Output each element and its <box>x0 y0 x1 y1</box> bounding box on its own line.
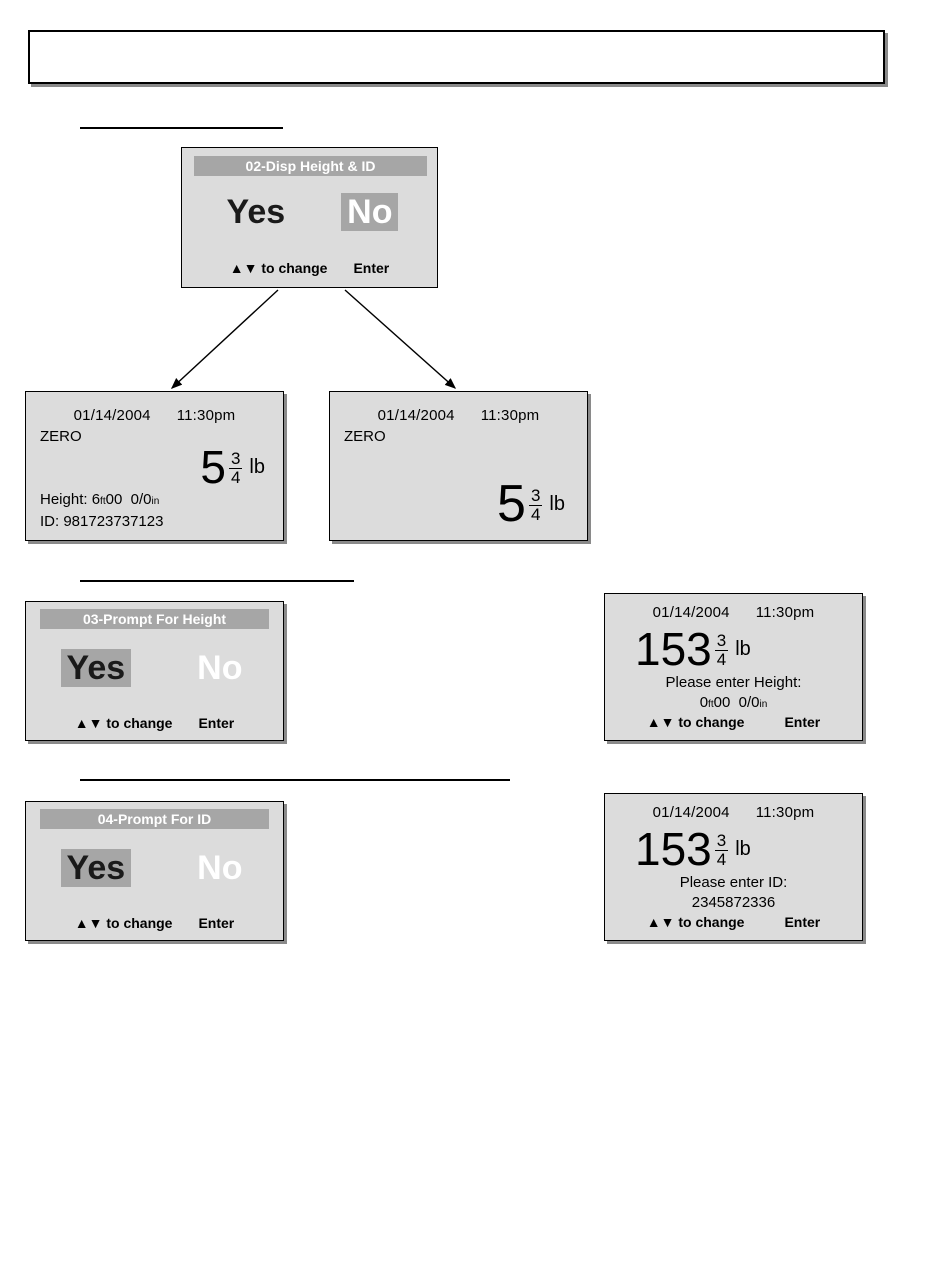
height-feet: 6 <box>91 491 101 508</box>
height-fraction: 0/0 <box>130 491 152 508</box>
yes-no-row-disp-height-id[interactable] <box>182 193 437 231</box>
weight-whole: 153 <box>635 623 712 675</box>
footer-prompt-for-id <box>26 915 283 931</box>
datetime-row <box>330 407 587 424</box>
weight-display <box>635 623 751 675</box>
weight-fraction-denominator: 4 <box>716 649 727 669</box>
zero-indicator: ZERO <box>344 428 386 445</box>
height-feet-unit: ft <box>708 699 714 710</box>
height-fraction-unit: in <box>151 496 160 507</box>
id-prompt-label: Please enter ID: <box>679 874 788 891</box>
hint-change: ▲▼ to change <box>229 260 328 276</box>
hint-enter[interactable]: Enter <box>198 715 235 731</box>
yes-no-row-prompt-for-height[interactable] <box>26 649 283 687</box>
weight-fraction-numerator: 3 <box>716 830 727 850</box>
weight-whole: 153 <box>635 823 712 875</box>
hint-change: ▲▼ to change <box>646 714 745 730</box>
weight-fraction-numerator: 3 <box>716 630 727 650</box>
weight-unit: lb <box>735 637 751 660</box>
date-value: 01/14/2004 <box>73 407 151 424</box>
hint-change: ▲▼ to change <box>74 915 173 931</box>
weight-fraction-denominator: 4 <box>230 467 241 487</box>
screen-disp-height-id[interactable] <box>181 147 438 288</box>
screen-prompt-for-height[interactable] <box>25 601 284 741</box>
no-option[interactable]: No <box>341 193 398 231</box>
footer-height-entry <box>605 714 862 730</box>
weight-whole: 5 <box>200 441 226 493</box>
weight-fraction <box>715 632 728 669</box>
weight-fraction-denominator: 4 <box>530 504 541 524</box>
hint-enter[interactable]: Enter <box>198 915 235 931</box>
weight-display <box>200 441 265 493</box>
no-option[interactable]: No <box>197 649 243 687</box>
hint-enter[interactable]: Enter <box>784 914 821 930</box>
height-inches: 00 <box>105 491 123 508</box>
id-row <box>40 513 163 530</box>
date-value: 01/14/2004 <box>377 407 455 424</box>
screen-id-entry[interactable] <box>604 793 863 941</box>
weight-fraction <box>229 450 242 487</box>
time-value: 11:30pm <box>176 407 236 424</box>
screen-height-entry[interactable] <box>604 593 863 741</box>
time-value: 11:30pm <box>755 804 815 821</box>
footer-disp-height-id <box>182 260 437 276</box>
date-value: 01/14/2004 <box>652 604 730 621</box>
datetime-row <box>26 407 283 424</box>
height-fraction-unit: in <box>759 699 768 710</box>
time-value: 11:30pm <box>480 407 540 424</box>
height-inches: 00 <box>713 694 731 711</box>
datetime-row <box>605 804 862 821</box>
height-feet-unit: ft <box>100 496 106 507</box>
footer-id-entry <box>605 914 862 930</box>
screen-prompt-for-id[interactable] <box>25 801 284 941</box>
menu-title-prompt-for-id: 04-Prompt For ID <box>40 809 269 829</box>
hint-change: ▲▼ to change <box>74 715 173 731</box>
hint-enter[interactable]: Enter <box>784 714 821 730</box>
weight-fraction-denominator: 4 <box>716 849 727 869</box>
id-entry-value[interactable]: 2345872336 <box>691 894 776 911</box>
height-feet: 0 <box>699 694 709 711</box>
weight-unit: lb <box>249 455 265 478</box>
height-fraction: 0/0 <box>738 694 760 711</box>
height-prompt-label: Please enter Height: <box>665 674 802 691</box>
height-entry-value[interactable] <box>605 694 862 711</box>
weight-unit: lb <box>549 492 565 515</box>
zero-indicator: ZERO <box>40 428 82 445</box>
hint-change: ▲▼ to change <box>646 914 745 930</box>
screen-result-plain <box>329 391 588 541</box>
id-value: 981723737123 <box>63 513 164 530</box>
weight-fraction <box>529 487 542 524</box>
menu-title-disp-height-id: 02-Disp Height & ID <box>194 156 427 176</box>
height-label: Height: <box>40 491 88 508</box>
weight-fraction-numerator: 3 <box>530 485 541 505</box>
date-value: 01/14/2004 <box>652 804 730 821</box>
weight-whole: 5 <box>497 475 526 533</box>
height-row <box>40 491 159 508</box>
no-option[interactable]: No <box>197 849 243 887</box>
weight-display <box>635 823 751 875</box>
yes-option[interactable]: Yes <box>61 849 132 887</box>
yes-option[interactable]: Yes <box>226 193 286 231</box>
hint-enter[interactable]: Enter <box>353 260 390 276</box>
footer-prompt-for-height <box>26 715 283 731</box>
menu-title-prompt-for-height: 03-Prompt For Height <box>40 609 269 629</box>
id-label: ID: <box>40 513 60 530</box>
yes-option[interactable]: Yes <box>61 649 132 687</box>
weight-fraction-numerator: 3 <box>230 448 241 468</box>
screen-result-with-height-id <box>25 391 284 541</box>
yes-no-row-prompt-for-id[interactable] <box>26 849 283 887</box>
datetime-row <box>605 604 862 621</box>
weight-unit: lb <box>735 837 751 860</box>
time-value: 11:30pm <box>755 604 815 621</box>
weight-fraction <box>715 832 728 869</box>
weight-display <box>497 475 565 533</box>
